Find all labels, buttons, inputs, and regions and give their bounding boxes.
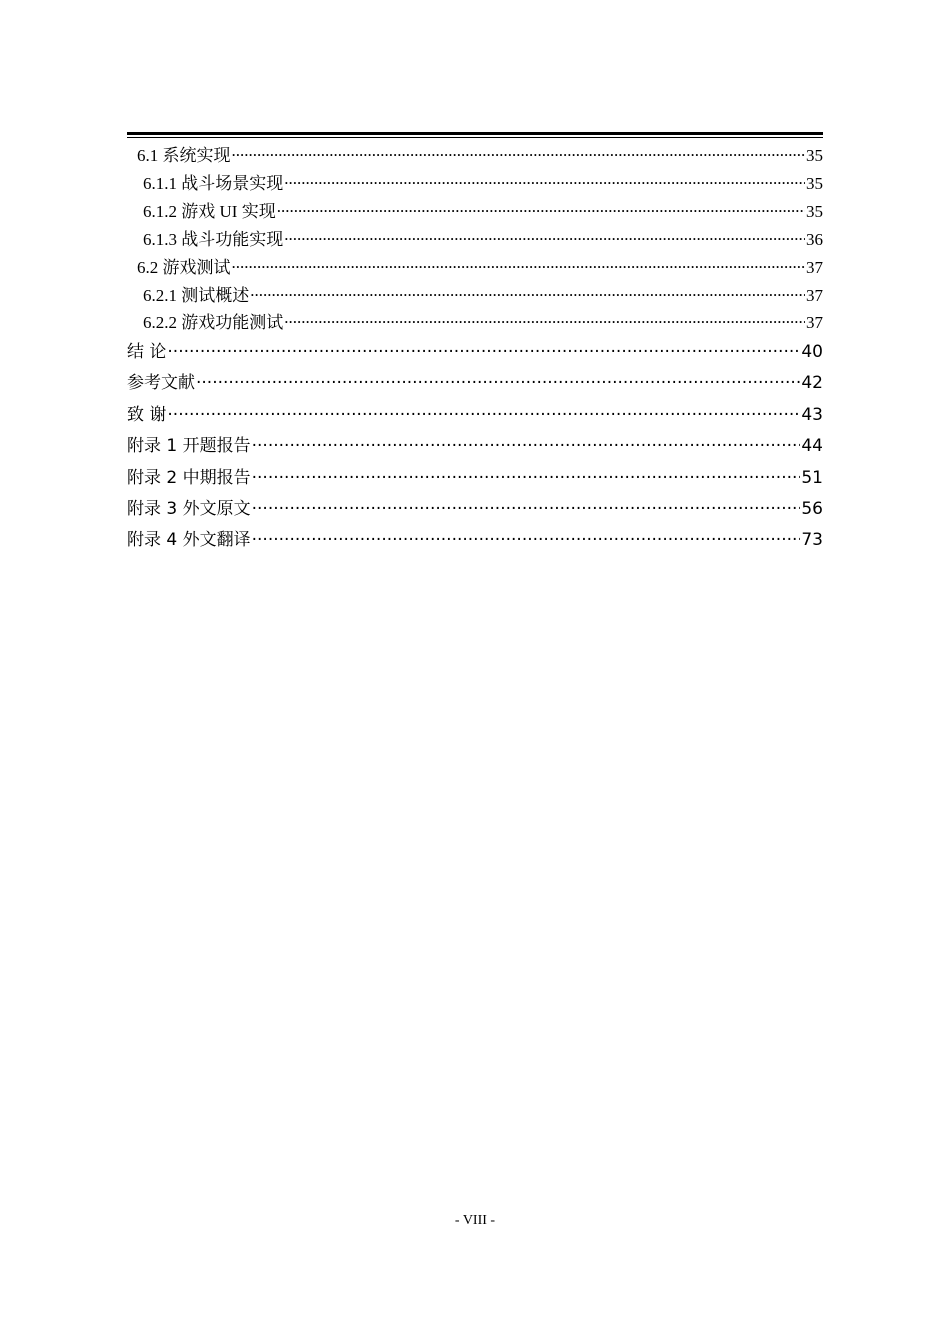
toc-entry-page: 37 bbox=[806, 286, 823, 305]
toc-entry-appendix-3[interactable] bbox=[127, 494, 823, 519]
toc-entry-6-1-1[interactable] bbox=[127, 169, 823, 194]
toc-entry-page: 35 bbox=[806, 202, 823, 221]
toc-entry-appendix-4[interactable] bbox=[127, 525, 823, 550]
toc-entry-label: 致 谢 bbox=[127, 405, 167, 425]
toc-entry-page: 44 bbox=[801, 436, 823, 456]
toc-entry-page: 43 bbox=[801, 405, 823, 425]
toc-dot-leader bbox=[252, 434, 801, 451]
toc-entry-6-1[interactable] bbox=[127, 141, 823, 166]
toc-entry-label: 参考文献 bbox=[127, 373, 195, 393]
toc-entry-6-2-1[interactable] bbox=[127, 281, 823, 306]
toc-entry-references[interactable] bbox=[127, 368, 823, 393]
toc-entry-6-1-2[interactable] bbox=[127, 197, 823, 222]
toc-dot-leader bbox=[252, 466, 801, 483]
toc-entry-label: 6.1 系统实现 bbox=[137, 146, 231, 165]
toc-dot-leader bbox=[252, 528, 801, 545]
toc-dot-leader bbox=[167, 340, 800, 357]
toc-entry-page: 37 bbox=[806, 313, 823, 332]
toc-entry-label: 附录 4 外文翻译 bbox=[127, 530, 251, 550]
toc-entry-page: 35 bbox=[806, 174, 823, 193]
toc-entry-page: 40 bbox=[801, 342, 823, 362]
toc-dot-leader bbox=[284, 228, 805, 245]
toc-entry-page: 35 bbox=[806, 146, 823, 165]
toc-dot-leader bbox=[167, 403, 800, 420]
toc-entry-label: 6.2 游戏测试 bbox=[137, 258, 231, 277]
toc-entry-label: 结 论 bbox=[127, 342, 167, 362]
toc-dot-leader bbox=[250, 284, 805, 301]
toc-entry-page: 37 bbox=[806, 258, 823, 277]
page-number-footer: - VIII - bbox=[454, 1213, 496, 1228]
toc-dot-leader bbox=[252, 497, 801, 514]
toc-entry-page: 56 bbox=[801, 499, 823, 519]
toc-dot-leader bbox=[232, 144, 806, 161]
toc-dot-leader bbox=[277, 200, 805, 217]
toc-entry-page: 73 bbox=[801, 530, 823, 550]
toc-entry-label: 6.1.1 战斗场景实现 bbox=[143, 174, 284, 193]
header-rule bbox=[127, 132, 823, 138]
toc-entry-6-2[interactable] bbox=[127, 253, 823, 278]
toc-entry-label: 附录 3 外文原文 bbox=[127, 499, 251, 519]
toc-entry-conclusion[interactable] bbox=[127, 337, 823, 362]
toc-entry-page: 42 bbox=[801, 373, 823, 393]
toc-entry-acknowledgements[interactable] bbox=[127, 400, 823, 425]
toc-entry-6-2-2[interactable] bbox=[127, 308, 823, 333]
toc-entry-page: 51 bbox=[801, 468, 823, 488]
toc-entry-appendix-1[interactable] bbox=[127, 431, 823, 456]
toc-entry-label: 附录 1 开题报告 bbox=[127, 436, 251, 456]
toc-entry-label: 附录 2 中期报告 bbox=[127, 468, 251, 488]
toc-entry-page: 36 bbox=[806, 230, 823, 249]
toc-entry-label: 6.1.2 游戏 UI 实现 bbox=[143, 202, 276, 221]
toc-entry-appendix-2[interactable] bbox=[127, 463, 823, 488]
toc-dot-leader bbox=[232, 256, 806, 273]
toc-dot-leader bbox=[284, 311, 805, 328]
toc-entry-label: 6.1.3 战斗功能实现 bbox=[143, 230, 284, 249]
toc-dot-leader bbox=[284, 172, 805, 189]
toc-entry-label: 6.2.1 测试概述 bbox=[143, 286, 250, 305]
toc-dot-leader bbox=[196, 371, 800, 388]
toc-entry-6-1-3[interactable] bbox=[127, 225, 823, 250]
toc-entry-label: 6.2.2 游戏功能测试 bbox=[143, 313, 284, 332]
